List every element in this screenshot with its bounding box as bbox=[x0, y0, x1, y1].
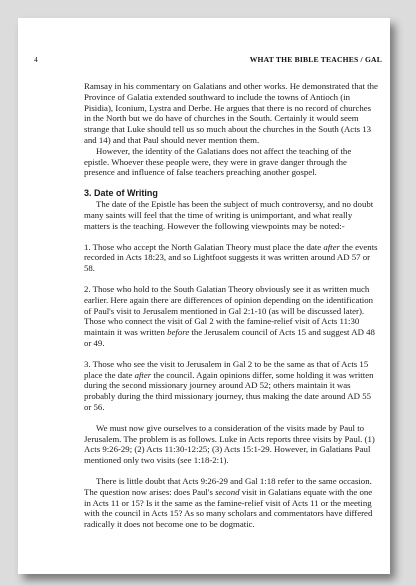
paragraph: The date of the Epistle has been the subject of much controversy, and no doubt many saints will feel that the time of writing is unimportant, and what really matters is the teaching. However the following viewpoints may be noted:- bbox=[84, 199, 374, 231]
paragraph: However, the identity of the Galatians does not affect the teaching of the epistle. Whoever these people were, they were in grave danger through the presence and influence of false teachers preaching another gospel. bbox=[84, 145, 352, 178]
text-run: There is little doubt that Acts 9:26-29 and Gal 1:18 refer to the same occasion. The question now arises: does Paul's bbox=[84, 475, 372, 497]
paragraph: Ramsay in his commentary on Galatians and other works. He demonstrated that the Province of Galatia extended southward to include the towns of Antioch (in Pisidia), Iconium, Lystra and Derbe. He argues that there is no record of churches in the North but we do have of churches in the South. Certainly it would seem strange that Luke should tell us so much about the churches in the South (Acts 13 and 14) and that Paul should never mention them. bbox=[84, 81, 378, 145]
paragraph bbox=[84, 476, 378, 530]
running-title: WHAT THE BIBLE TEACHES / GAL bbox=[249, 55, 382, 64]
text-run: the events recorded in Acts 18:23, and so Lightfoot suggests it was written around AD 57 or 58. bbox=[84, 241, 378, 274]
page-body bbox=[84, 81, 378, 530]
page-header bbox=[34, 55, 382, 64]
page-number: 4 bbox=[34, 55, 38, 64]
text-run: 1. Those who accept the North Galatian Theory must place the date bbox=[84, 241, 324, 252]
emphasis: before bbox=[167, 327, 190, 338]
paragraph: We must now give ourselves to a consideration of the visits made by Paul to Jerusalem. The problem is as follows. Luke in Acts reports three visits by Paul. (1) Acts 9:26-29; (2) Acts 11:30-12:25; (3) Acts 15:1-29. However, in Galatians Paul mentioned only two visits (see 1:18-2:1). bbox=[84, 422, 375, 466]
book-page bbox=[18, 18, 390, 574]
paragraph bbox=[84, 284, 378, 349]
emphasis: second bbox=[215, 486, 240, 497]
text-run: the Jerusalem council of Acts 15 and suggest AD 48 or 49. bbox=[84, 327, 375, 348]
text-run: 3. Those who see the visit to Jerusalem in Gal 2 to be the same as that of Acts 15 place the date bbox=[84, 358, 369, 380]
text-run: the council. Again opinions differ, some holding it was written during the second missionary journey around AD 52; others maintain it was probably during the third missionary journey, thus making the date around AD 55 or 56. bbox=[84, 369, 374, 412]
emphasis: after bbox=[323, 241, 340, 252]
section-heading: 3. Date of Writing bbox=[84, 188, 158, 199]
text-run: 2. Those who hold to the South Galatian Theory obviously see it as written much earlier. Here again there are differences of opinion depending on the identification of Paul's visit to Jerusalem mentioned in Gal 2:1-10 (as will be discussed later). Those who connect the visit of Gal 2 with the famine-relief visit of Acts 11:30 maintain it was written bbox=[84, 283, 374, 338]
paragraph bbox=[84, 359, 378, 413]
emphasis: after bbox=[134, 369, 152, 380]
text-run: visit in Galatians equate with the one in Acts 11 or 15? Is it the same as the famine-relief visit of Acts 11 or the meeting with the council in Acts 15? As so many scholars and commentators have differed radically it does not become one to be dogmatic. bbox=[84, 486, 373, 530]
paragraph bbox=[84, 242, 378, 274]
